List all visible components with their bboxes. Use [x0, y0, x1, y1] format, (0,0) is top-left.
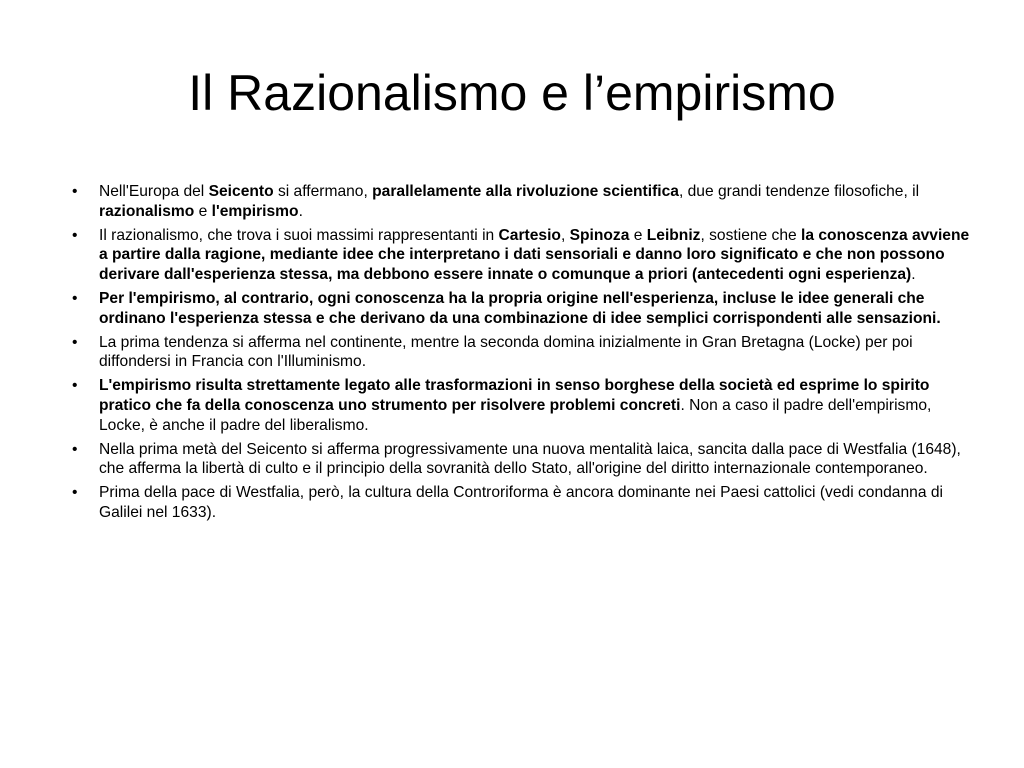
body-text: e [194, 202, 212, 220]
body-text: Nell'Europa del [99, 183, 209, 200]
bold-text: parallelamente alla rivoluzione scientifica [372, 183, 679, 200]
bullet-item [72, 289, 972, 329]
body-text: , due grandi tendenze filosofiche, il [678, 183, 920, 200]
body-text: Nella prima metà del Seicento si afferma progressivamente una nuova mentalità laica, sancita dalla pace di Westfalia (1648), che afferma la libertà di culto e il principio della sovranità dello Stato, all'origine del diritto internazionale contemporaneo. [99, 440, 961, 478]
bullet-item [72, 483, 972, 523]
bullet-list [72, 182, 972, 527]
body-text: e [629, 226, 647, 244]
body-text: , sostiene che [700, 226, 802, 244]
body-text: , [560, 226, 570, 244]
bold-text: Seicento [208, 183, 274, 200]
bullet-item [72, 440, 972, 480]
bullet-marker: • [72, 289, 78, 307]
slide-title: Il Razionalismo e l’empirismo [188, 65, 836, 121]
bullet-marker: • [72, 226, 78, 244]
bullet-item [72, 376, 972, 435]
body-text: si affermano, [273, 183, 373, 200]
bold-text: razionalismo [99, 202, 195, 220]
bullet-marker: • [72, 484, 78, 502]
body-text: Prima della pace di Westfalia, però, la cultura della Controriforma è ancora dominante nei Paesi cattolici (vedi condanna di Galilei nel 1633). [99, 484, 943, 521]
bullet-marker: • [72, 377, 78, 395]
bold-text: la conoscenza avviene a partire dalla ragione, mediante idee che interpretano i dati sensoriali e danno loro significato e che non possono derivare dall'esperienza stessa, ma debbono essere innate o comunque a priori (antecedenti ogni esperienza) [99, 226, 970, 284]
bullet-item [72, 333, 972, 373]
body-text: . Non a caso il padre dell'empirismo, Locke, è anche il padre del liberalismo. [99, 396, 932, 434]
bold-text: Leibniz [646, 226, 701, 244]
bold-text: Cartesio [498, 226, 561, 244]
bullet-marker: • [72, 440, 78, 458]
body-text: . [298, 202, 303, 220]
bold-text: Per l'empirismo, al contrario, ogni conoscenza ha la propria origine nell'esperienza, incluse le idee generali che ordinano l'esperienza stessa e che derivano da una combinazione di idee semplici corrispondenti alle sensazioni. [99, 289, 941, 327]
bold-text: l'empirismo [211, 202, 299, 220]
bullet-marker: • [72, 183, 78, 200]
bullet-item [72, 226, 972, 285]
bold-text: L'empirismo risulta strettamente legato alle trasformazioni in senso borghese della società ed esprime lo spirito pratico che fa della conoscenza uno strumento per risolvere problemi concreti [99, 377, 930, 414]
body-text: La prima tendenza si afferma nel continente, mentre la seconda domina inizialmente in Gran Bretagna (Locke) per poi diffondersi in Francia con l'Illuminismo. [99, 333, 913, 371]
bullet-item [72, 182, 972, 222]
body-text: . [911, 266, 916, 284]
body-text: Il razionalismo, che trova i suoi massimi rappresentanti in [99, 226, 499, 244]
bullet-marker: • [72, 333, 78, 351]
bold-text: Spinoza [569, 226, 630, 244]
